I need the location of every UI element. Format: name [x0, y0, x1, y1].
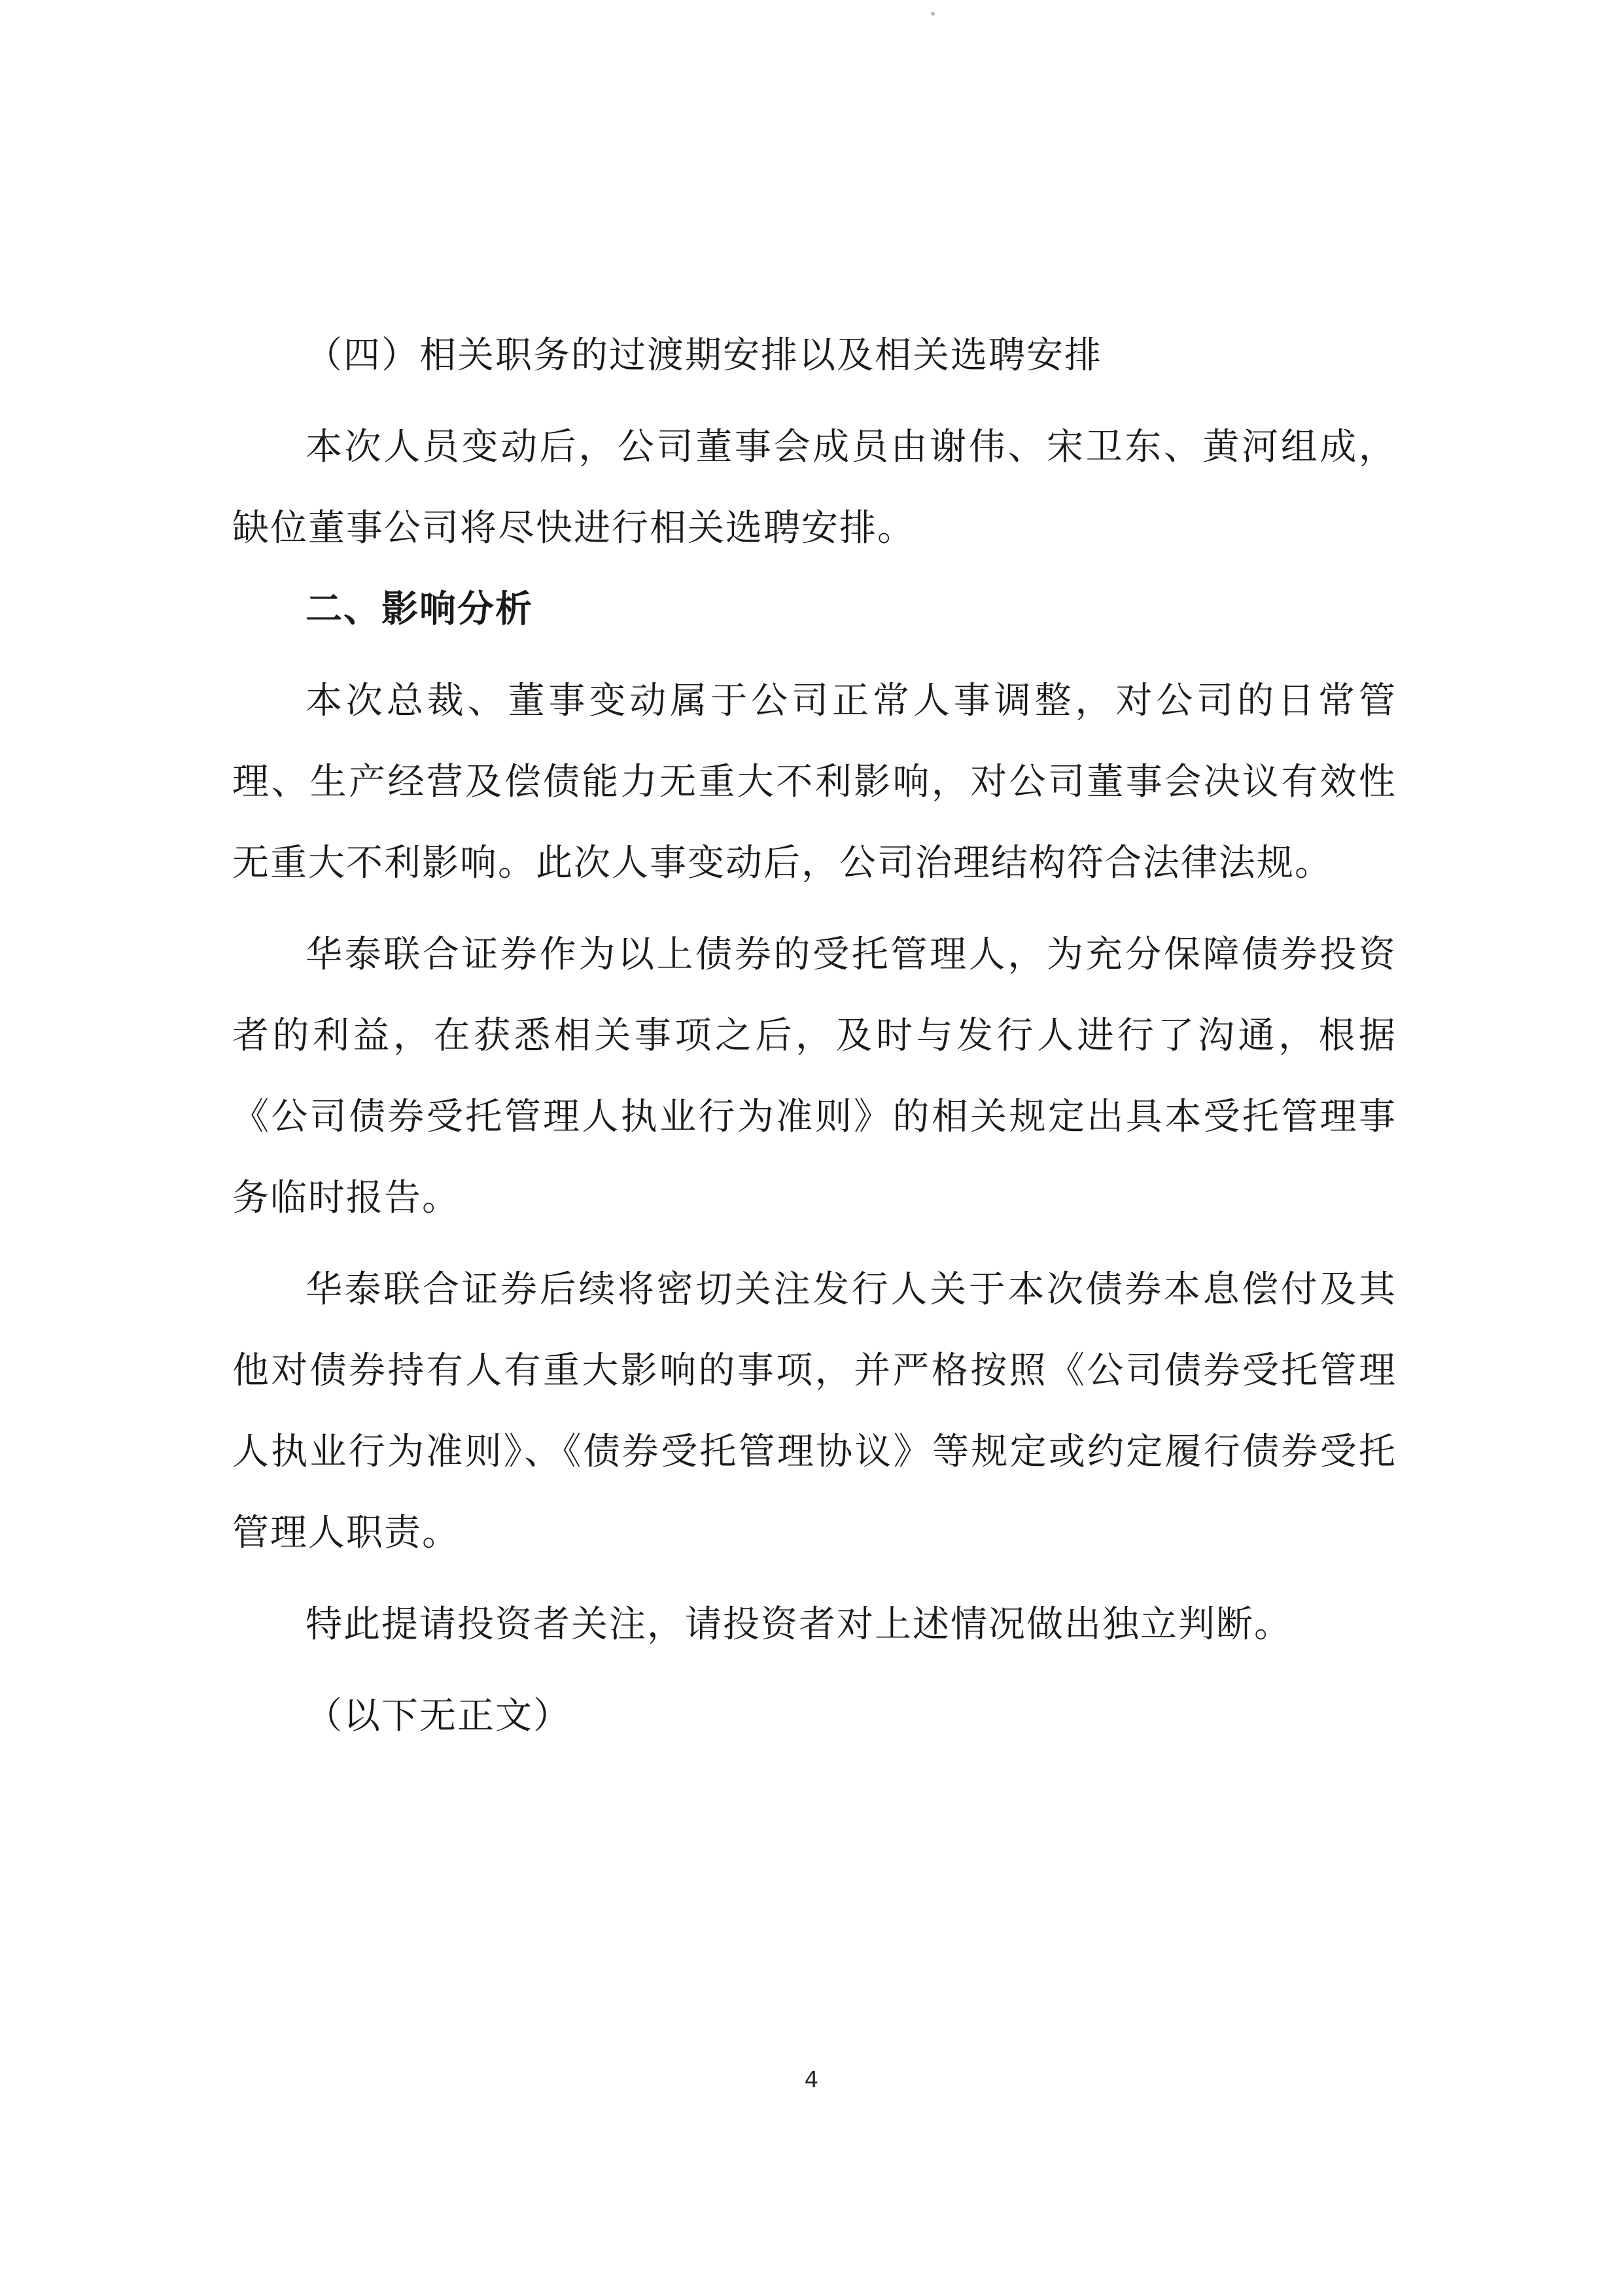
paragraph-trustee-followup: 华泰联合证券后续将密切关注发行人关于本次债券本息偿付及其他对债券持有人有重大影响的事项，并严格按照《公司债券受托管理人执业行为准则》、《债券受托管理协议》等规定或约定履行债券受托管理人职责。 [232, 1268, 1397, 1554]
section-subheading-transition: （四）相关职务的过渡期安排以及相关选聘安排 [305, 334, 1102, 377]
paragraph-trustee-communication: 华泰联合证券作为以上债券的受托管理人，为充分保障债券投资者的利益，在获悉相关事项之后，及时与发行人进行了沟通，根据《公司债券受托管理人执业行为准则》的相关规定出具本受托管理事务临时报告。 [232, 933, 1397, 1219]
paragraph-end-of-text: （以下无正文） [305, 1695, 571, 1737]
scan-artifact-mark [931, 12, 935, 16]
paragraph-impact-statement: 本次总裁、董事变动属于公司正常人事调整，对公司的日常管理、生产经营及偿债能力无重大不利影响，对公司董事会决议有效性无重大不利影响。此次人事变动后，公司治理结构符合法律法规。 [232, 680, 1397, 884]
paragraph-board-composition: 本次人员变动后，公司董事会成员由谢伟、宋卫东、黄河组成，缺位董事公司将尽快进行相关选聘安排。 [232, 426, 1397, 549]
page-number: 4 [804, 2067, 819, 2093]
paragraph-investor-notice: 特此提请投资者关注，请投资者对上述情况做出独立判断。 [305, 1603, 1292, 1646]
document-body [232, 315, 1397, 1757]
section-heading-impact-analysis: 二、影响分析 [305, 588, 533, 631]
